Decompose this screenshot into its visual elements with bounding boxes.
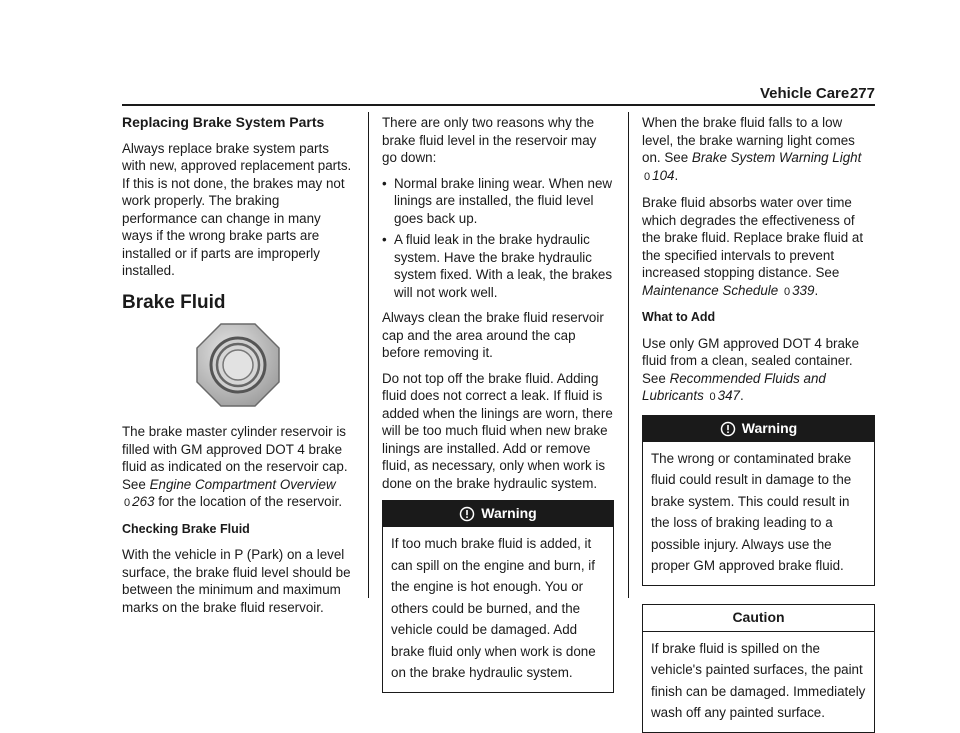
warning-body: If too much brake fluid is added, it can spill on the engine and burn, if the engine is hot enough. You or others could be burned, and the vehicle could be damaged. Add brake fluid only when work is done on the brake hydraulic system. [391,536,596,680]
column-1 [122,114,354,624]
what-to-add-heading: What to Add [642,310,716,324]
page-number: 277 [849,84,875,102]
page-ref-347[interactable]: 347 [717,388,740,403]
page-ref-339[interactable]: 339 [792,282,815,298]
engine-compartment-link[interactable]: Engine Compartment Overview [149,476,336,492]
page-ref-icon: 0 [124,497,131,509]
page-ref-104[interactable]: 104 [652,167,675,183]
brake-warning-light-link[interactable]: Brake System Warning Light [691,150,862,165]
list-item: • Normal brake lining wear. When new linings are installed, the fluid level goes back up. [382,175,614,228]
checking-fluid-body: With the vehicle in P (Park) on a level surface, the brake fluid level should be between the minimum and maximum marks on the brake fluid reservoir. [122,547,351,615]
page-header [760,82,875,104]
brake-fluid-title: Brake Fluid [122,291,226,313]
reservoir-paragraph: The brake master cylinder reservoir is filled with GM approved DOT 4 brake fluid as indicated on the reservoir cap. See Engine Compartment Overview 0 263 for the location of the reservoir. [122,424,348,509]
reasons-intro: There are only two reasons why the brake fluid level in the reservoir may go down: [382,115,597,165]
use-only-paragraph: Use only GM approved DOT 4 brake fluid from a clean, sealed container. See Recommended Fluids and Lubricants 0 347. [642,335,860,403]
section-title: Vehicle Care [760,84,850,102]
recommended-fluids-link[interactable]: Recommended Fluids and Lubricants [642,370,826,403]
absorbs-water-paragraph: Brake fluid absorbs water over time which degrades the effectiveness of the brake fluid. Replace brake fluid at the specified intervals to prevent increased stopping distance. See Maintenance Schedule 0 339. [642,195,864,298]
caution-box [642,604,875,733]
brake-fluid-cap-icon [122,323,354,407]
column-divider [368,112,369,598]
replacing-parts-heading: Replacing Brake System Parts [122,114,325,130]
warning-icon [459,506,475,522]
warning-box [642,415,875,586]
page-ref-icon: 0 [783,285,791,298]
header-divider [122,104,875,106]
warning-body: The wrong or contaminated brake fluid could result in damage to the brake system. This could result in the loss of braking leading to a possible injury. Always use the proper GM approved brake fluid. [651,450,852,573]
warning-icon [720,421,736,437]
clean-cap-paragraph: Always clean the brake fluid reservoir cap and the area around the cap before removing it. [382,310,604,360]
caution-label: Caution [732,608,785,625]
warning-header [383,501,613,527]
reasons-list [382,175,614,302]
caution-header [643,605,874,632]
column-divider [628,112,629,598]
low-level-paragraph: When the brake fluid falls to a low level, the brake warning light comes on. See Brake System Warning Light 0 104. [642,115,862,183]
column-3 [642,114,875,733]
replacing-parts-body: Always replace brake system parts with new, approved replacement parts. If this is not done, the brakes may not work properly. The braking performance can change in many ways if the wrong brake parts are installed or if parts are improperly installed. [122,140,352,278]
column-2 [382,114,614,693]
top-off-paragraph: Do not top off the brake fluid. Adding fluid does not correct a leak. If fluid is added when the linings are worn, there will be too much fluid when new brake linings are installed. Add or remove fluid, as necessary, only when work is done on the brake hydraulic system. [382,370,613,491]
warning-label: Warning [481,505,537,522]
page-ref-263[interactable]: 263 [132,494,155,509]
maintenance-schedule-link[interactable]: Maintenance Schedule [642,282,779,298]
caution-body: If brake fluid is spilled on the vehicle's painted surfaces, the paint finish can be damaged. Immediately wash off any painted surface. [651,640,866,720]
warning-header [643,416,874,442]
list-item: • A fluid leak in the brake hydraulic system. Have the brake hydraulic system fixed. With a leak, the brakes will not work well. [382,231,614,301]
page-ref-icon: 0 [709,391,716,403]
warning-label: Warning [741,419,798,436]
checking-fluid-heading: Checking Brake Fluid [122,521,250,536]
warning-box [382,500,614,693]
page-ref-icon: 0 [644,170,651,183]
